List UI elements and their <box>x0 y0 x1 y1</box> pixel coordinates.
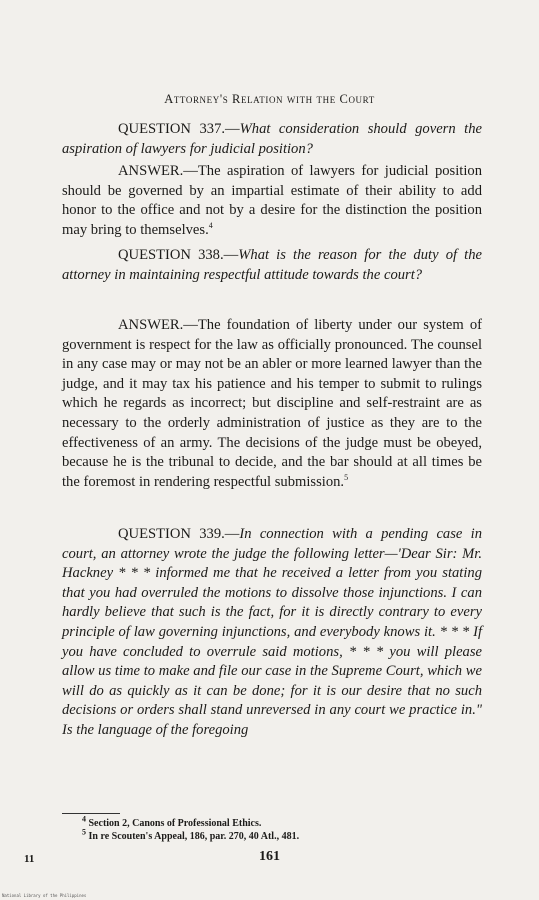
footnote-5 <box>82 827 482 843</box>
footnote-mark: 5 <box>82 827 86 837</box>
footnote-text: Section 2, Canons of Professional Ethics. <box>88 818 262 829</box>
footnote-4 <box>82 814 482 830</box>
footnote-ref: 5 <box>344 472 349 482</box>
question-label: QUESTION 338.— <box>118 247 239 263</box>
footnote-divider <box>62 813 120 814</box>
footnote-text: In re Scouten's Appeal, 186, par. 270, 40 Atl., 481. <box>88 831 300 842</box>
signature-mark: 11 <box>24 853 35 865</box>
paragraph-question-337 <box>62 120 482 159</box>
answer-label: ANSWER.— <box>118 317 198 333</box>
scan-credit: National Library of the Philippines <box>2 893 87 898</box>
paragraph-question-339 <box>62 525 482 741</box>
question-text: In connection with a pending case in court, an attorney wrote the judge the following letter—'Dear Sir: Mr. Hackney * * * informed me that he received a letter from you stating that you had overruled the motions to dissolve those injunctions. I can hardly believe that such is the fact, for it is directly contrary to every principle of law governing injunctions, and everybody knows it. * * * If you have concluded to overrule said motions, * * * you will please allow us time to make and file our case in the Supreme Court, which we will do as quickly as it can be done; for it is our desire that no such decisions or orders shall stand unreversed in any court we practice in." Is the language of the foregoing <box>62 526 483 738</box>
footnote-ref: 4 <box>208 220 213 230</box>
running-head: Attorney's Relation with the Court <box>164 92 375 106</box>
paragraph-question-338 <box>62 246 482 285</box>
question-label: QUESTION 337.— <box>118 121 240 137</box>
footnote-mark: 4 <box>82 814 86 824</box>
question-label: QUESTION 339.— <box>118 526 240 542</box>
question-text: What is the reason for the duty of the attorney in maintaining respectful attitude towards the court? <box>62 247 483 283</box>
paragraph-answer-337 <box>62 162 482 240</box>
question-text: What consideration should govern the aspiration of lawyers for judicial position? <box>62 121 482 157</box>
paragraph-answer-338 <box>62 316 482 492</box>
answer-text: The aspiration of lawyers for judicial position should be governed by an impartial estimate of their ability to add honor to the office and not by a desire for the distinction the position may bring to themselves. <box>62 163 482 238</box>
answer-text: The foundation of liberty under our system of government is respect for the law as officially pronounced. The counsel in any case may or may not be an abler or more learned lawyer than the judge, and it may tax his patience and his temper to submit to rulings which he regards as incorrect; but discipline and self-restraint are as necessary to the orderly administration of justice as they are to the effectiveness of an army. The decisions of the judge must be obeyed, because he is the tribunal to decide, and the bar should at all times be the foremost in rendering respectful submission. <box>62 317 482 490</box>
answer-label: ANSWER.— <box>118 163 198 179</box>
page-number: 161 <box>259 849 280 864</box>
